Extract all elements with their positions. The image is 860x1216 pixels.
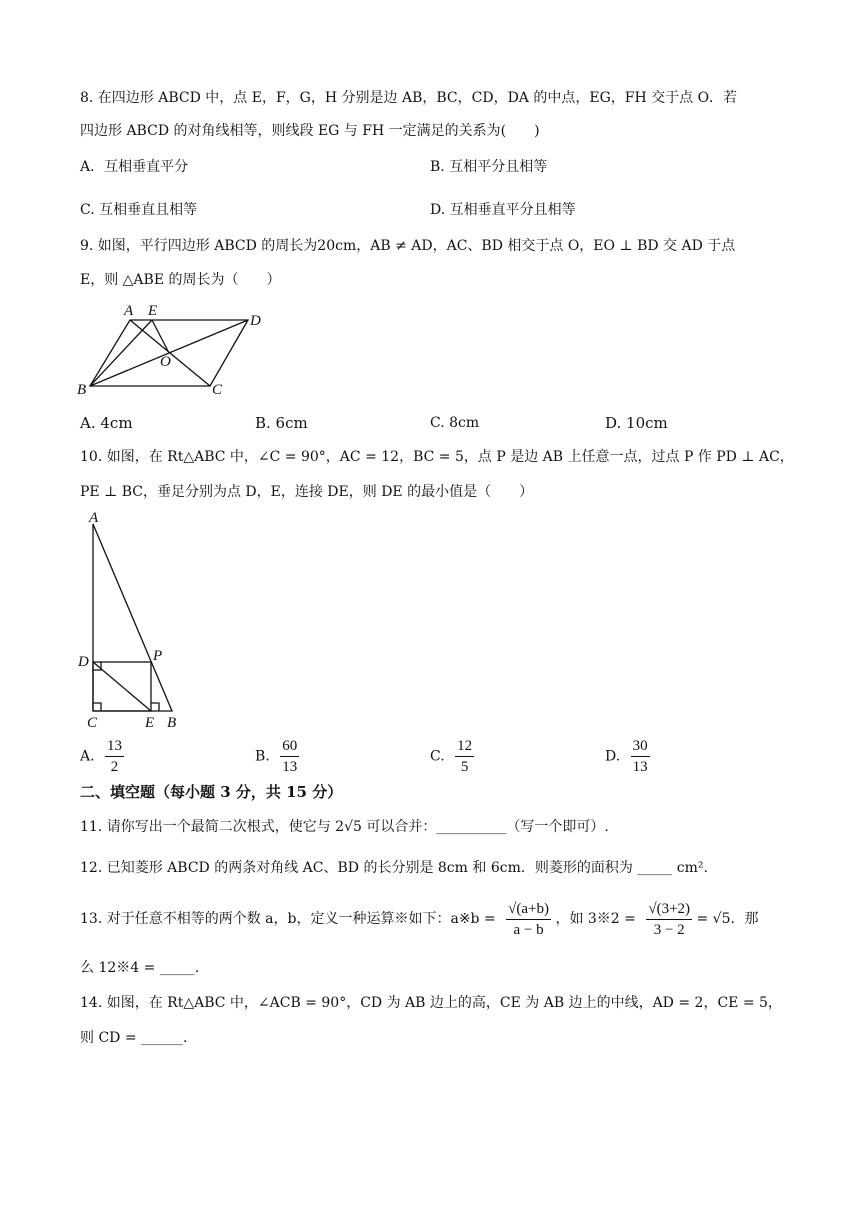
- q10-label-e: E: [145, 715, 155, 730]
- q9-line2: E，则 △ABE 的周长为（ ）: [80, 272, 281, 288]
- q9-label-e: E: [148, 303, 158, 319]
- q9-line1: 9. 如图，平行四边形 ABCD 的周长为20cm，AB ≠ AD，AC、BD 相交于点 O，EO ⊥ BD 交 AD 于点: [80, 238, 736, 254]
- q9-option-d: D. 10cm: [605, 414, 668, 432]
- q9-parallelogram-figure: [72, 298, 272, 398]
- q13-line2: 么 12※4 = _____.: [80, 960, 200, 976]
- q8-option-c: C. 互相垂直且相等: [80, 202, 198, 218]
- q9-option-c: C. 8cm: [430, 415, 480, 431]
- q10-option-d: [605, 736, 650, 777]
- q11-text: 11. 请你写出一个最简二次根式，使它与 2√5 可以合并：__________（写一个即可）.: [80, 819, 609, 835]
- q8-option-d: D. 互相垂直平分且相等: [430, 202, 576, 218]
- q10-option-b-denominator: 13: [282, 759, 298, 775]
- q13-prefix: 13. 对于任意不相等的两个数 a，b，定义一种运算※如下：a※b =: [80, 911, 496, 927]
- q12-text: 12. 已知菱形 ABCD 的两条对角线 AC、BD 的长分别是 8cm 和 6cm．则菱形的面积为 _____ cm².: [80, 860, 708, 876]
- q14-line1: 14. 如图，在 Rt△ABC 中，∠ACB = 90°，CD 为 AB 边上的高，CE 为 AB 边上的中线，AD = 2，CE = 5，: [80, 995, 782, 1011]
- q8-option-a: A．互相垂直平分: [80, 159, 189, 175]
- q10-option-b: [255, 736, 299, 777]
- q10-option-b-letter: B.: [255, 748, 270, 765]
- q13-definition-numerator: √(a+b): [506, 899, 551, 920]
- q14-line2: 则 CD = ______.: [80, 1030, 188, 1046]
- q8-line2: 四边形 ABCD 的对角线相等，则线段 EG 与 FH 一定满足的关系为( ): [80, 123, 540, 139]
- q10-option-c-numerator: 12: [455, 736, 474, 757]
- q10-label-c: C: [87, 715, 98, 730]
- q9-option-a: A. 4cm: [80, 414, 133, 432]
- q10-option-c-letter: C.: [430, 748, 445, 765]
- q10-option-c-denominator: 5: [460, 759, 469, 775]
- q9-label-b: B: [77, 382, 87, 398]
- q10-option-a-letter: A.: [80, 748, 95, 765]
- segment-de: [93, 662, 151, 711]
- q9-option-b: B. 6cm: [255, 414, 308, 432]
- q10-option-a: [80, 736, 124, 777]
- q10-option-d-numerator: 30: [631, 736, 650, 757]
- q10-label-b: B: [167, 715, 177, 730]
- q10-label-a: A: [89, 510, 99, 526]
- triangle-abc: [93, 524, 172, 711]
- q10-option-d-denominator: 13: [632, 759, 648, 775]
- q13-definition-denominator: a − b: [513, 921, 544, 938]
- q10-line1: 10. 如图，在 Rt△ABC 中，∠C = 90°，AC = 12，BC = 5，点 P 是边 AB 上任意一点，过点 P 作 PD ⊥ AC，: [80, 449, 794, 465]
- segment-be: [90, 320, 152, 386]
- q13-suffix: = √5．那: [696, 911, 759, 927]
- section-heading-fill-in: 二、填空题（每小题 3 分，共 15 分）: [80, 783, 343, 801]
- q10-option-c: [430, 736, 474, 777]
- q8-line1: 8. 在四边形 ABCD 中，点 E，F，G，H 分别是边 AB，BC，CD，DA 的中点，EG，FH 交于点 O．若: [80, 90, 738, 106]
- q10-label-p: P: [153, 648, 163, 664]
- q13-line1: [80, 898, 759, 940]
- right-angle-mark-e: [151, 703, 159, 711]
- q13-example-numerator: √(3+2): [646, 899, 692, 920]
- q13-example-denominator: 3 − 2: [653, 921, 685, 938]
- q8-option-b: B. 互相平分且相等: [430, 159, 548, 175]
- q10-option-a-denominator: 2: [110, 759, 119, 775]
- q10-label-d: D: [78, 654, 89, 670]
- q9-label-d: D: [250, 313, 261, 329]
- q10-option-a-numerator: 13: [105, 736, 124, 757]
- segment-eo: [152, 320, 169, 353]
- q13-example-lead: ，如 3※2 =: [555, 911, 636, 927]
- q10-right-triangle-figure: [75, 508, 195, 730]
- right-angle-mark-c: [93, 703, 101, 711]
- q9-label-c: C: [212, 382, 223, 398]
- q10-option-d-letter: D.: [605, 748, 621, 765]
- q10-line2: PE ⊥ BC，垂足分别为点 D，E，连接 DE，则 DE 的最小值是（ ）: [80, 484, 534, 500]
- q9-label-o: O: [160, 354, 171, 370]
- q10-option-b-numerator: 60: [280, 736, 299, 757]
- q9-label-a: A: [124, 303, 134, 319]
